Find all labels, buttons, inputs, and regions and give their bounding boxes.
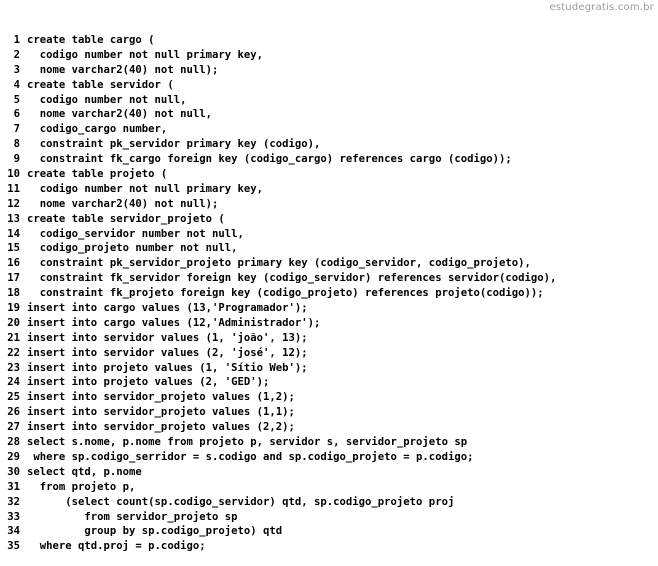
code-line: [6, 33, 654, 48]
code-line: [6, 227, 654, 242]
code-line: [6, 405, 654, 420]
code-text: select s.nome, p.nome from projeto p, servidor s, servidor_projeto sp: [27, 436, 468, 449]
code-line: [6, 539, 654, 554]
code-text: insert into servidor values (2, 'josé', 12);: [27, 346, 308, 359]
line-number: 34: [7, 525, 20, 538]
line-number: 16: [7, 257, 20, 270]
line-number: 7: [13, 123, 20, 136]
line-number: 13: [7, 212, 20, 225]
line-number: 2: [13, 48, 20, 61]
line-number: 28: [7, 436, 20, 449]
code-text: nome varchar2(40) not null,: [27, 108, 212, 121]
line-number: 19: [7, 302, 20, 315]
code-text: insert into cargo values (12,'Administrador');: [27, 316, 321, 329]
code-line: [6, 122, 654, 137]
code-line: [6, 182, 654, 197]
code-text: insert into servidor_projeto values (1,2);: [27, 391, 295, 404]
line-number: 18: [7, 287, 20, 300]
code-line: [6, 197, 654, 212]
code-text: select qtd, p.nome: [27, 465, 142, 478]
line-number: 12: [7, 197, 20, 210]
line-number: 9: [13, 153, 20, 166]
sql-code-listing: [6, 33, 654, 554]
code-text: codigo_projeto number not null,: [27, 242, 238, 255]
code-text: insert into projeto values (1, 'Sítio Web');: [27, 361, 308, 374]
code-line: [6, 93, 654, 108]
code-line: [6, 137, 654, 152]
line-number: 20: [7, 316, 20, 329]
line-number: 25: [7, 391, 20, 404]
line-number: 6: [13, 108, 20, 121]
code-line: [6, 450, 654, 465]
line-number: 32: [7, 495, 20, 508]
code-line: [6, 63, 654, 78]
line-number: 29: [7, 450, 20, 463]
line-number: 35: [7, 540, 20, 553]
code-line: [6, 152, 654, 167]
code-line: [6, 346, 654, 361]
code-line: [6, 316, 654, 331]
code-text: constraint fk_projeto foreign key (codigo_projeto) references projeto(codigo));: [27, 287, 544, 300]
code-text: where sp.codigo_serridor = s.codigo and sp.codigo_projeto = p.codigo;: [27, 450, 474, 463]
code-line: [6, 495, 654, 510]
code-text: create table projeto (: [27, 168, 168, 181]
line-number: 8: [13, 138, 20, 151]
code-line: [6, 524, 654, 539]
line-number: 15: [7, 242, 20, 255]
line-number: 4: [13, 78, 20, 91]
code-text: constraint pk_servidor primary key (codigo),: [27, 138, 321, 151]
code-line: [6, 78, 654, 93]
line-number: 30: [7, 465, 20, 478]
line-number: 17: [7, 272, 20, 285]
code-text: create table servidor (: [27, 78, 174, 91]
code-line: [6, 435, 654, 450]
code-line: [6, 331, 654, 346]
code-text: insert into cargo values (13,'Programador');: [27, 302, 308, 315]
line-number: 21: [7, 331, 20, 344]
code-line: [6, 167, 654, 182]
code-line: [6, 375, 654, 390]
code-line: [6, 420, 654, 435]
code-line: [6, 48, 654, 63]
site-watermark: estudegratis.com.br: [549, 2, 654, 13]
code-text: nome varchar2(40) not null);: [27, 63, 219, 76]
line-number: 23: [7, 361, 20, 374]
code-line: [6, 480, 654, 495]
code-text: insert into servidor_projeto values (2,2);: [27, 421, 295, 434]
code-text: constraint fk_servidor foreign key (codigo_servidor) references servidor(codigo),: [27, 272, 557, 285]
line-number: 5: [13, 93, 20, 106]
code-line: [6, 107, 654, 122]
code-text: from projeto p,: [27, 480, 136, 493]
code-text: insert into servidor_projeto values (1,1);: [27, 406, 295, 419]
line-number: 11: [7, 182, 20, 195]
code-line: [6, 286, 654, 301]
code-text: group by sp.codigo_projeto) qtd: [27, 525, 283, 538]
code-line: [6, 212, 654, 227]
line-number: 26: [7, 406, 20, 419]
line-number: 24: [7, 376, 20, 389]
code-text: constraint fk_cargo foreign key (codigo_cargo) references cargo (codigo));: [27, 153, 512, 166]
code-text: codigo number not null primary key,: [27, 182, 263, 195]
line-number: 14: [7, 227, 20, 240]
code-text: codigo_servidor number not null,: [27, 227, 244, 240]
code-text: create table servidor_projeto (: [27, 212, 225, 225]
line-number: 1: [13, 34, 20, 46]
line-number: 33: [7, 510, 20, 523]
code-text: codigo number not null primary key,: [27, 48, 263, 61]
code-text: from servidor_projeto sp: [27, 510, 238, 523]
code-line: [6, 271, 654, 286]
line-number: 27: [7, 421, 20, 434]
code-line: [6, 465, 654, 480]
code-text: codigo number not null,: [27, 93, 187, 106]
code-line: [6, 361, 654, 376]
code-text: (select count(sp.codigo_servidor) qtd, sp.codigo_projeto proj: [27, 495, 455, 508]
code-text: insert into servidor values (1, 'joão', 13);: [27, 331, 308, 344]
line-number: 3: [13, 63, 20, 76]
code-line: [6, 241, 654, 256]
code-text: codigo_cargo number,: [27, 123, 168, 136]
line-number: 22: [7, 346, 20, 359]
line-number: 31: [7, 480, 20, 493]
code-line: [6, 390, 654, 405]
line-number: 10: [7, 168, 20, 181]
code-text: create table cargo (: [27, 34, 155, 46]
code-text: insert into projeto values (2, 'GED');: [27, 376, 270, 389]
code-line: [6, 256, 654, 271]
code-line: [6, 510, 654, 525]
code-line: [6, 301, 654, 316]
code-text: nome varchar2(40) not null);: [27, 197, 219, 210]
code-text: constraint pk_servidor_projeto primary key (codigo_servidor, codigo_projeto),: [27, 257, 531, 270]
code-text: where qtd.proj = p.codigo;: [27, 540, 206, 553]
